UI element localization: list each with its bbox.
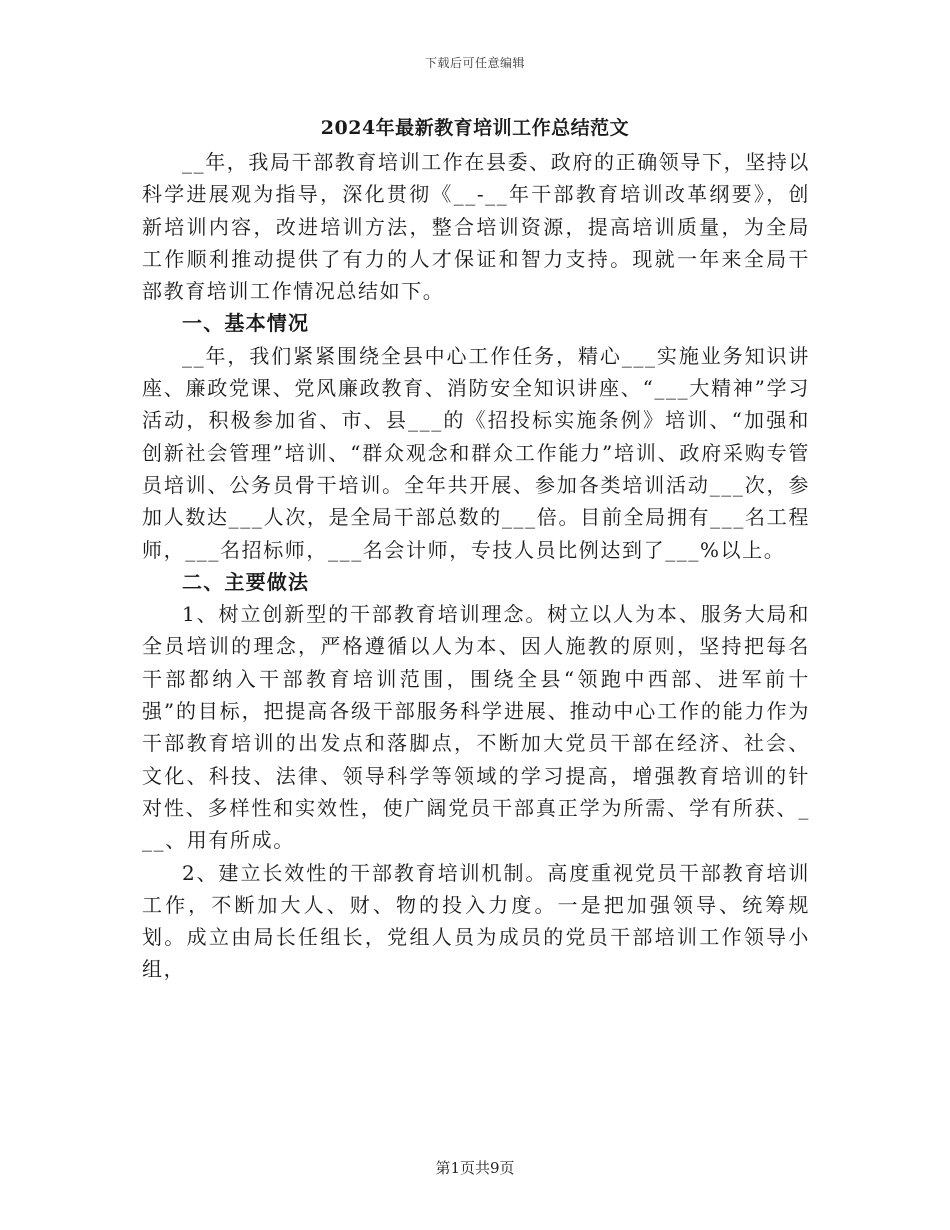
document-body [142, 146, 810, 986]
section-heading-main-practices: 二、主要做法 [182, 569, 310, 594]
basic-situation-paragraph: __年，我们紧紧围绕全县中心工作任务，精心___实施业务知识讲座、廉政党课、党风廉政教育、消防安全知识讲座、“___大精神”学习活动，积极参加省、市、县___的《招投标实施条例》培训、“加强和创新社会管理”培训、“群众观念和群众工作能力”培训、政府采购专管员培训、公务员骨干培训。全年共开展、参加各类培训活动___次，参加人数达___人次，是全局干部总数的___倍。目前全局拥有___名工程师，___名招标师，___名会计师，专技人员比例达到了___%以上。 [142, 343, 810, 562]
header-note: 下载后可任意编辑 [424, 56, 525, 70]
section-heading-basic-situation: 一、基本情况 [182, 311, 310, 336]
page-indicator: 第1页共9页 [435, 1159, 515, 1177]
intro-paragraph: __年，我局干部教育培训工作在县委、政府的正确领导下，坚持以科学进展观为指导，深化贯彻《__-__年干部教育培训改革纲要》，创新培训内容，改进培训方法，整合培训资源，提高培训质量，为全局工作顺利推动提供了有力的人才保证和智力支持。现就一年来全局干部教育培训工作情况总结如下。 [142, 150, 810, 304]
document-title: 2024年最新教育培训工作总结范文 [320, 117, 630, 139]
practice-paragraph-2: 2、建立长效性的干部教育培训机制。高度重视党员干部教育培训工作，不断加大人、财、物的投入力度。一是把加强领导、统筹规划。成立由局长任组长，党组人员为成员的党员干部培训工作领导小组， [142, 860, 810, 982]
practice-paragraph-1: 1、树立创新型的干部教育培训理念。树立以人为本、服务大局和全员培训的理念，严格遵循以人为本、因人施教的原则，坚持把每名干部都纳入干部教育培训范围，围绕全县“领跑中西部、进军前十强”的目标，把提高各级干部服务科学进展、推动中心工作的能力作为干部教育培训的出发点和落脚点，不断加大党员干部在经济、社会、文化、科技、法律、领导科学等领域的学习提高，增强教育培训的针对性、多样性和实效性，使广阔党员干部真正学为所需、学有所获、___、用有所成。 [142, 602, 810, 853]
